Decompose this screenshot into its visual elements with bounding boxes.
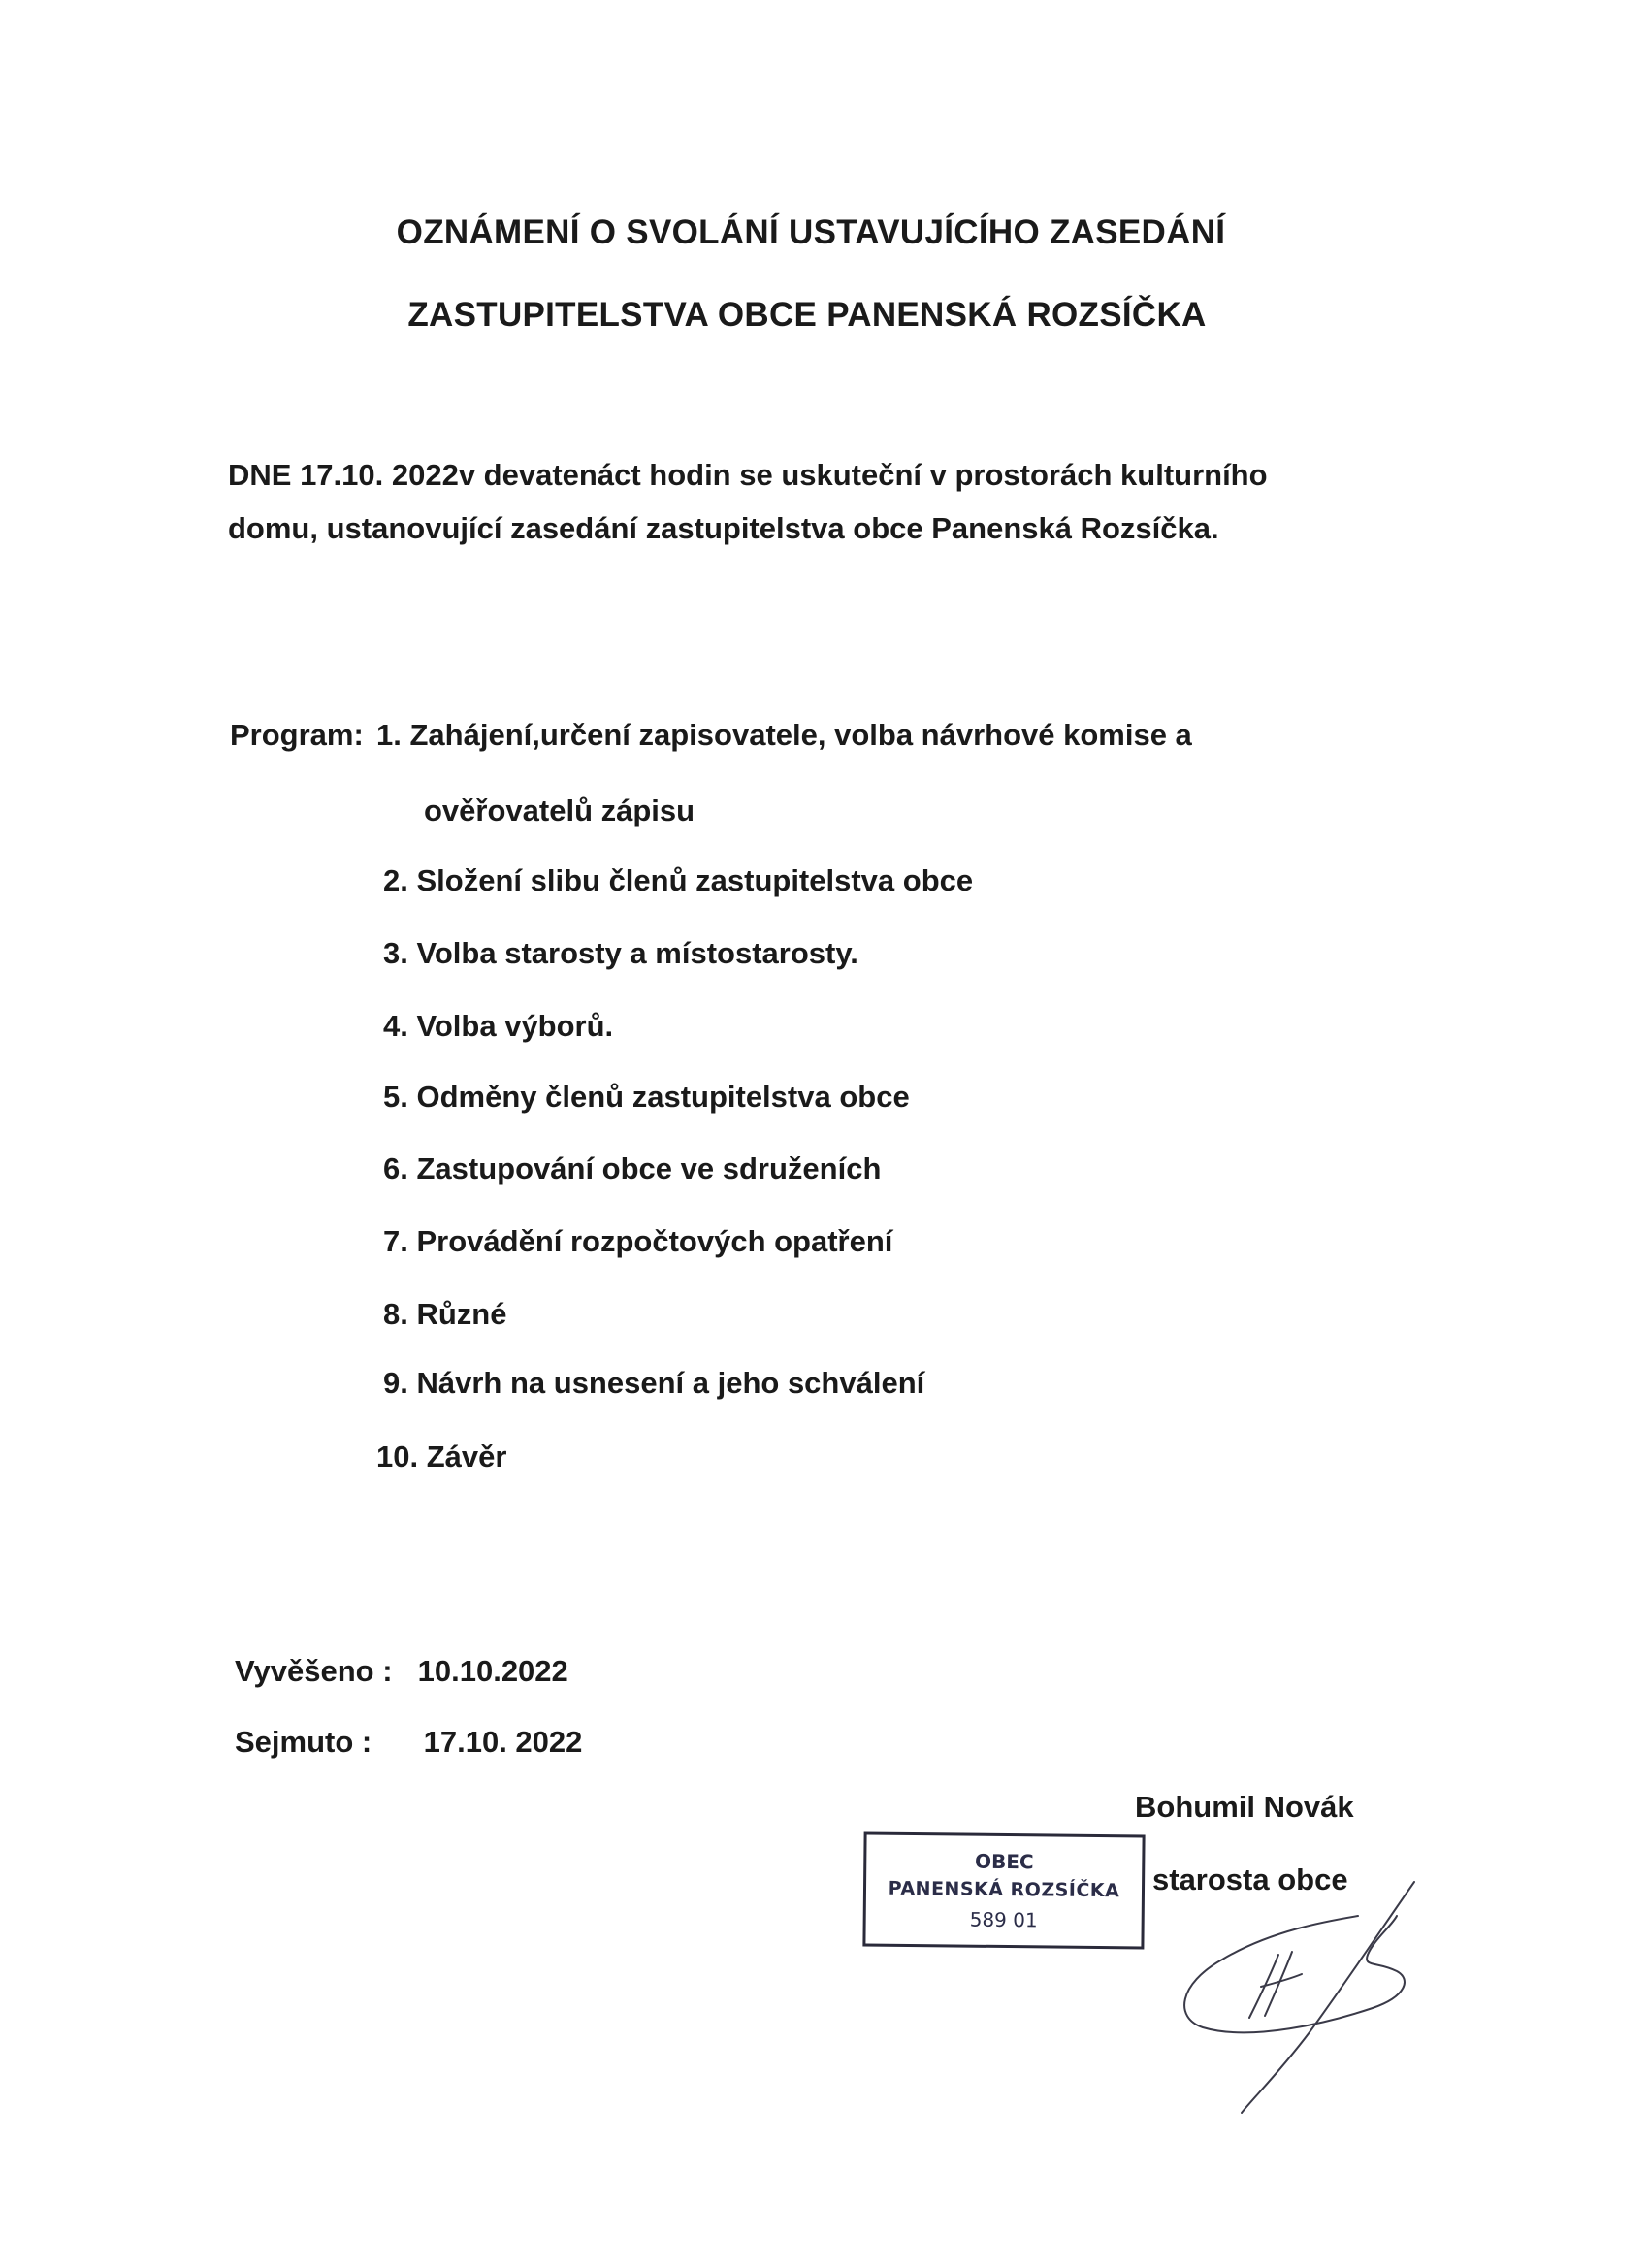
program-item (383, 936, 858, 971)
program-item (383, 1366, 924, 1401)
program-item-number: 10. (376, 1440, 419, 1474)
intro-line-1: DNE 17.10. 2022v devatenáct hodin se uskuteční v prostorách kulturního (228, 458, 1268, 492)
program-item (376, 1440, 506, 1474)
program-item-number: 5. (383, 1080, 408, 1114)
stamp-line-3: 589 01 (969, 1907, 1038, 1932)
program-item (383, 863, 973, 898)
program-item-text: Volba výborů. (416, 1009, 614, 1043)
removed-row (235, 1725, 582, 1760)
document-title-line-2: ZASTUPITELSTVA OBCE PANENSKÁ ROZSÍČKA (407, 296, 1207, 334)
document-title-line-1: OZNÁMENÍ O SVOLÁNÍ USTAVUJÍCÍHO ZASEDÁNÍ (396, 213, 1226, 251)
removed-date: 17.10. 2022 (423, 1725, 583, 1759)
program-item-number: 1. (376, 718, 402, 752)
program-item-number: 3. (383, 936, 408, 970)
program-item (383, 1224, 892, 1259)
removed-label: Sejmuto : (235, 1725, 372, 1759)
intro-line-2: domu, ustanovující zasedání zastupitelstva obce Panenská Rozsíčka. (228, 511, 1219, 545)
program-item-number: 7. (383, 1224, 408, 1258)
official-stamp (862, 1831, 1145, 1949)
posted-label: Vyvěšeno : (235, 1654, 393, 1688)
program-item-text: Volba starosty a místostarosty. (416, 936, 858, 970)
program-item-continuation: ověřovatelů zápisu (424, 794, 695, 827)
stamp-line-1: OBEC (974, 1849, 1034, 1874)
program-item-text: Návrh na usnesení a jeho schválení (416, 1366, 925, 1400)
program-item-number: 4. (383, 1009, 408, 1043)
program-item (383, 1151, 881, 1186)
program-item-text: Odměny členů zastupitelstva obce (416, 1080, 910, 1114)
program-item (383, 1297, 506, 1332)
program-item (376, 718, 1192, 753)
stamp-line-2: PANENSKÁ ROZSÍČKA (888, 1877, 1120, 1902)
program-item-text: Závěr (426, 1440, 507, 1474)
program-item (383, 1009, 613, 1044)
program-item-number: 8. (383, 1297, 408, 1331)
program-item-text: Složení slibu členů zastupitelstva obce (416, 863, 974, 897)
program-item-number: 9. (383, 1366, 408, 1400)
signer-name: Bohumil Novák (1135, 1790, 1354, 1824)
program-item-text: Zastupování obce ve sdruženích (416, 1151, 882, 1185)
program-item-number: 2. (383, 863, 408, 897)
program-label: Program: (230, 718, 364, 752)
program-item (383, 1080, 910, 1115)
posted-row (235, 1654, 568, 1689)
handwritten-signature (1164, 1863, 1455, 2115)
program-item-number: 6. (383, 1151, 408, 1185)
posted-date: 10.10.2022 (417, 1654, 568, 1688)
intro-paragraph (228, 448, 1392, 555)
program-item-text: Zahájení,určení zapisovatele, volba návrhové komise a (409, 718, 1192, 752)
program-item-text: Různé (416, 1297, 507, 1331)
signer-role: starosta obce (1152, 1863, 1348, 1896)
program-item-text: Provádění rozpočtových opatření (416, 1224, 893, 1258)
